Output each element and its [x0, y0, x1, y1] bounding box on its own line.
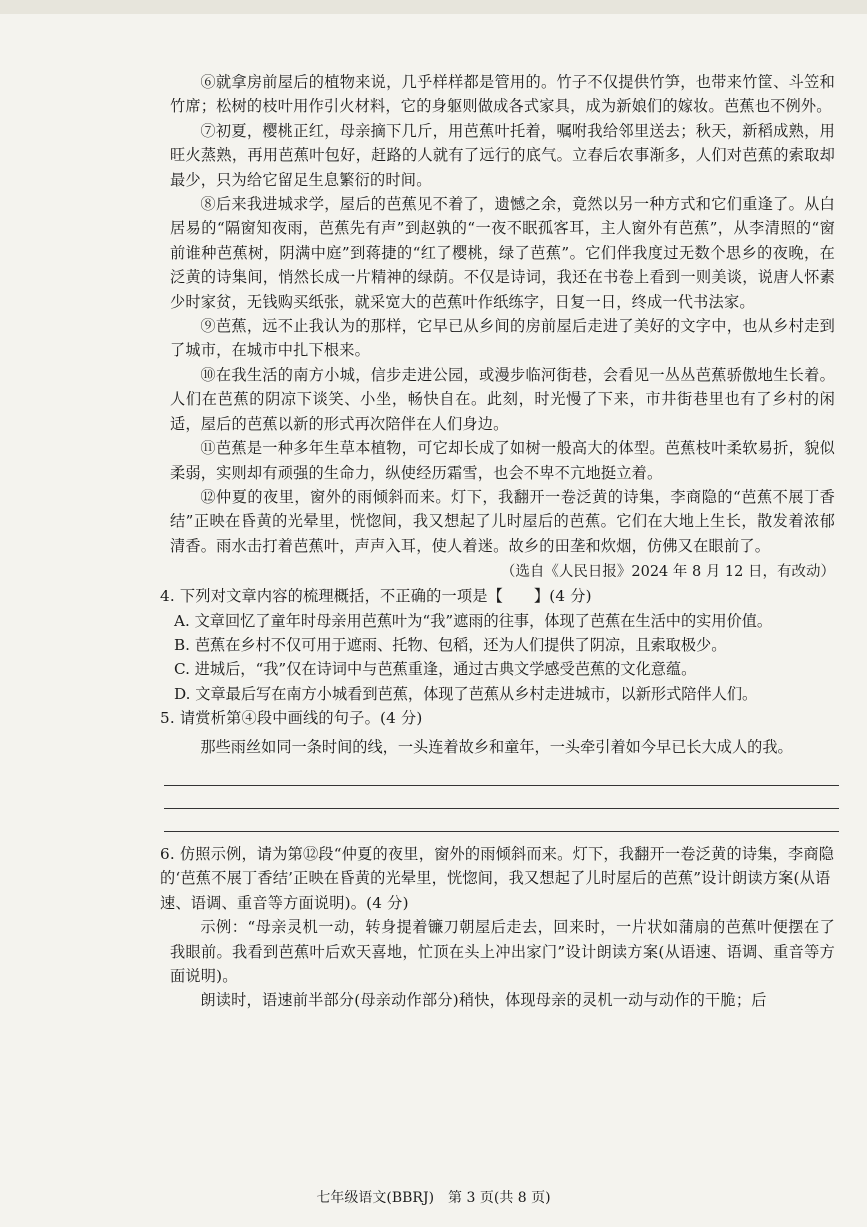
- question-6-example-answer: 朗读时，语速前半部分(母亲动作部分)稍快，体现母亲的灵机一动与动作的干脆；后: [200, 991, 767, 1010]
- question-6-example: 示例：“母亲灵机一动，转身提着镰刀朝屋后走去，回来时，一片状如蒲扇的芭蕉叶便摆在了我眼前。我看到芭蕉叶后欢天喜地，忙顶在头上冲出家门”设计朗读方案(从语速、语调、重音等方面说明)。: [170, 918, 835, 985]
- question-5-stem: 5. 请赏析第④段中画线的句子。(4 分): [160, 709, 423, 728]
- passage-source: （选自《人民日报》2024 年 8 月 12 日，有改动）: [500, 564, 835, 581]
- passage-paragraph-12: ⑫仲夏的夜里，窗外的雨倾斜而来。灯下，我翻开一卷泛黄的诗集，李商隐的“芭蕉不展丁香结”正映在昏黄的光晕里，恍惚间，我又想起了儿时屋后的芭蕉。它们在大地上生长，散发着浓郁清香。雨水击打着芭蕉叶，声声入耳，使人着迷。故乡的田垄和炊烟，仿佛又在眼前了。: [170, 487, 835, 555]
- question-4-stem: 4. 下列对文章内容的梳理概括，不正确的一项是【 】(4 分): [160, 587, 592, 606]
- page-content: [160, 70, 835, 1013]
- passage-paragraph-10: ⑩在我生活的南方小城，信步走进公园，或漫步临河街巷，会看见一丛丛芭蕉骄傲地生长着。人们在芭蕉的阴凉下谈笑、小坐，畅快自在。此刻，时光慢了下来，市井街巷里也有了乡村的闲适，屋后的芭蕉以新的形式再次陪伴在人们身边。: [170, 365, 835, 433]
- scan-edge: [0, 0, 867, 14]
- passage-paragraph-6: ⑥就拿房前屋后的植物来说，几乎样样都是管用的。竹子不仅提供竹笋，也带来竹筐、斗笠和竹席；松树的枝叶用作引火材料，它的身躯则做成各式家具，成为新娘们的嫁妆。芭蕉也不例外。: [170, 73, 835, 116]
- question-4-option-b[interactable]: B. 芭蕉在乡村不仅可用于遮雨、托物、包稻，还为人们提供了阴凉，且索取极少。: [174, 635, 727, 654]
- question-4-option-d[interactable]: D. 文章最后写在南方小城看到芭蕉，体现了芭蕉从乡村走进城市，以新形式陪伴人们。: [174, 684, 758, 703]
- answer-line[interactable]: [164, 809, 839, 832]
- question-4-option-c[interactable]: C. 进城后，“我”仅在诗词中与芭蕉重逢，通过古典文学感受芭蕉的文化意蕴。: [174, 660, 697, 679]
- passage-paragraph-8: ⑧后来我进城求学，屋后的芭蕉见不着了，遗憾之余，竟然以另一种方式和它们重逢了。从白居易的“隔窗知夜雨，芭蕉先有声”到赵孰的“一夜不眠孤客耳，主人窗外有芭蕉”，从李清照的“窗前谁种芭蕉树，阴满中庭”到蒋捷的“红了樱桃，绿了芭蕉”。它们伴我度过无数个思乡的夜晚，在泛黄的诗集间，悄然长成一片精神的绿荫。不仅是诗词，我还在书卷上看到一则美谈，说唐人怀素少时家贫，无钱购买纸张，就采宽大的芭蕉叶作纸练字，日复一日，终成一代书法家。: [170, 195, 835, 311]
- answer-line[interactable]: [164, 786, 839, 809]
- question-4-option-a[interactable]: A. 文章回忆了童年时母亲用芭蕉叶为“我”遮雨的往事，体现了芭蕉在生活中的实用价值。: [174, 611, 773, 630]
- answer-line[interactable]: [164, 763, 839, 786]
- question-5-answer-area[interactable]: [164, 763, 835, 832]
- question-6-stem: 6. 仿照示例，请为第⑫段“仲夏的夜里，窗外的雨倾斜而来。灯下，我翻开一卷泛黄的诗集，李商隐的‘芭蕉不展丁香结’正映在昏黄的光晕里，恍惚间，我又想起了儿时屋后的芭蕉”设计朗读方案(从语速、语调、重音等方面说明)。(4 分): [160, 844, 835, 912]
- passage-paragraph-7: ⑦初夏，樱桃正红，母亲摘下几斤，用芭蕉叶托着，嘱咐我给邻里送去；秋天，新稻成熟，用旺火蒸熟，再用芭蕉叶包好，赶路的人就有了远行的底气。立春后农事渐多，人们对芭蕉的索取却最少，只为给它留足生息繁衍的时间。: [170, 121, 835, 189]
- question-5-quote: 那些雨丝如同一条时间的线，一头连着故乡和童年，一头牵引着如今早已长大成人的我。: [200, 737, 793, 756]
- passage-paragraph-9: ⑨芭蕉，远不止我认为的那样，它早已从乡间的房前屋后走进了美好的文字中，也从乡村走到了城市，在城市中扎下根来。: [170, 317, 835, 360]
- page-footer: 七年级语文(BBRJ) 第 3 页(共 8 页): [316, 1190, 551, 1206]
- passage-paragraph-11: ⑪芭蕉是一种多年生草本植物，可它却长成了如树一般高大的体型。芭蕉枝叶柔软易折，貌似柔弱，实则却有顽强的生命力，纵使经历霜雪，也会不卑不亢地挺立着。: [170, 439, 835, 482]
